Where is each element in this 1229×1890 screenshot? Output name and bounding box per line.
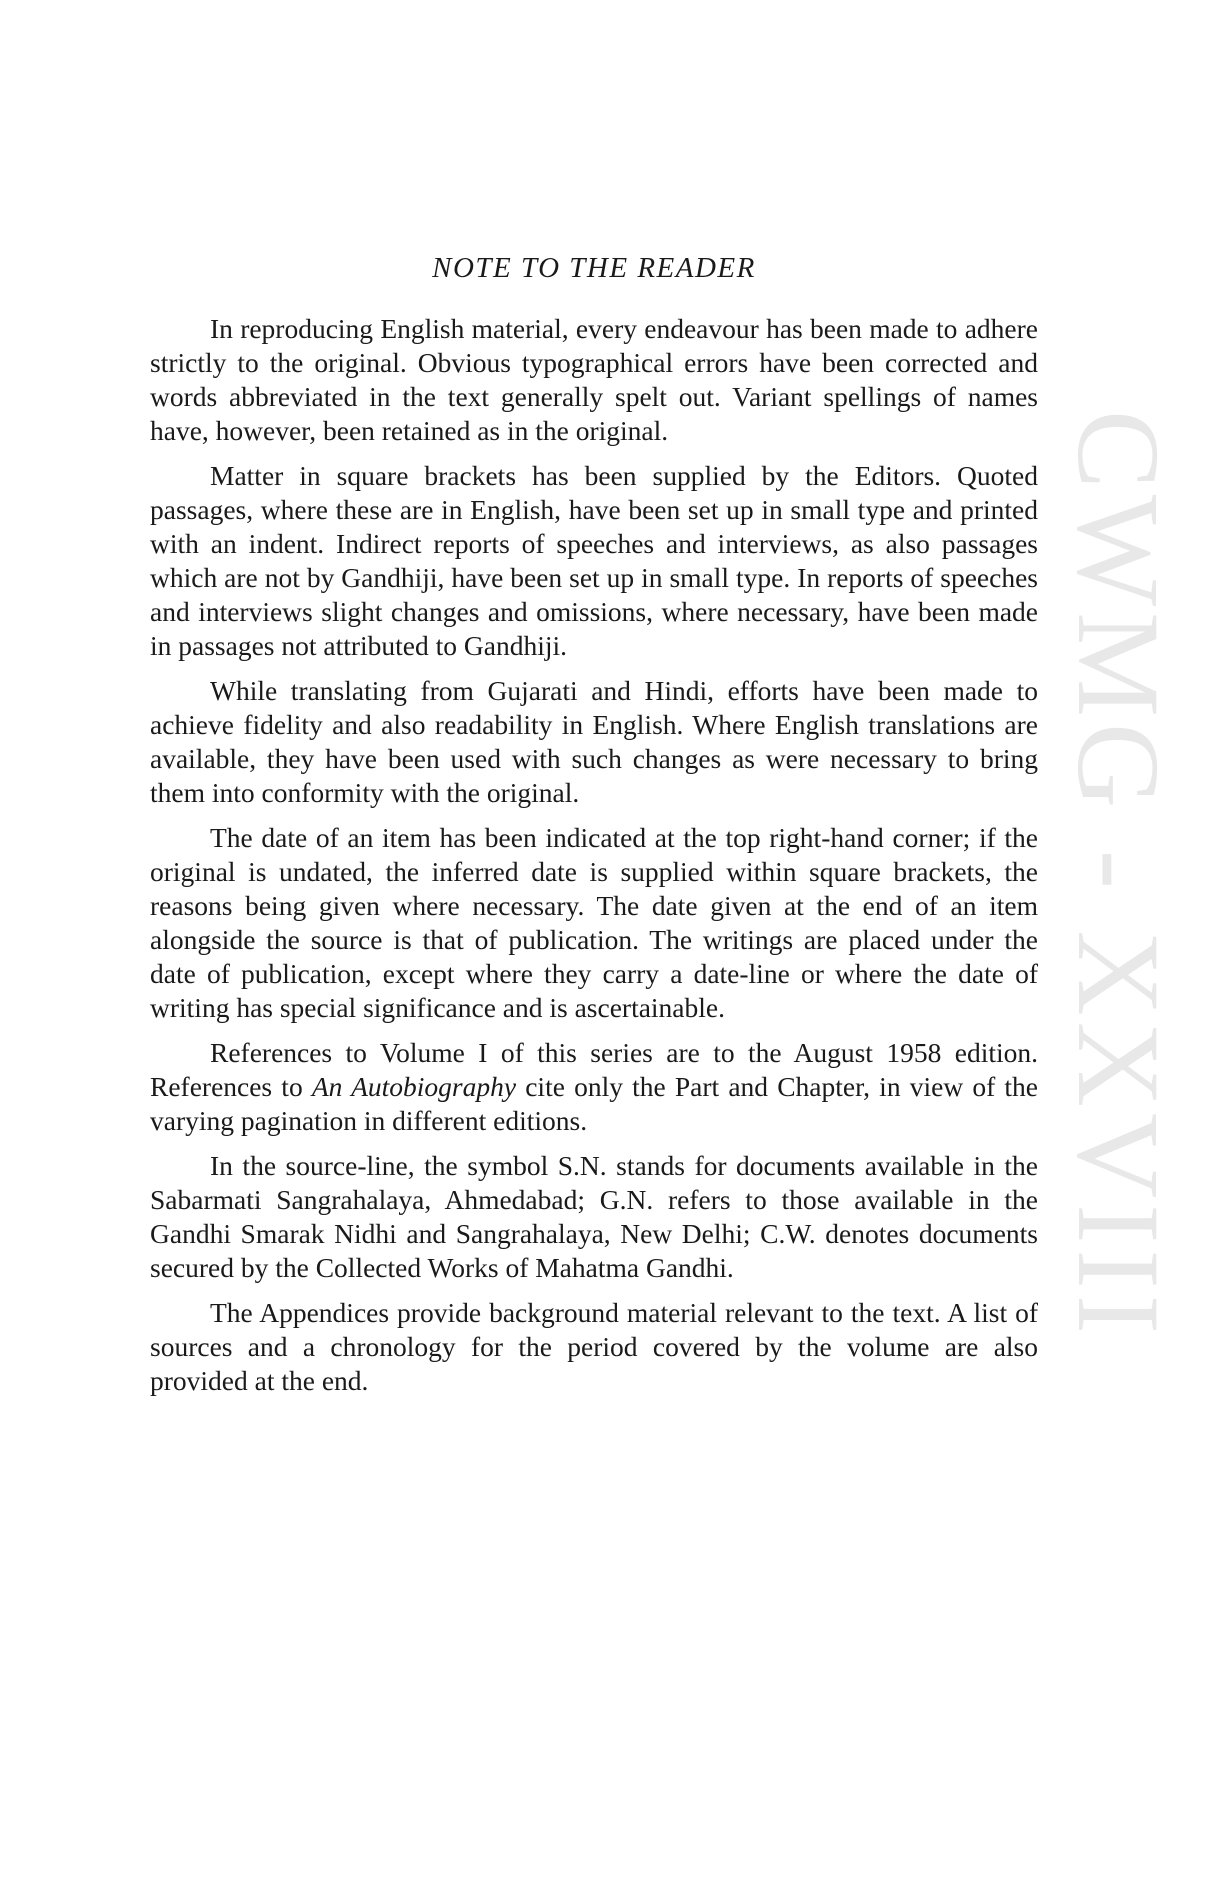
- paragraph-translation: While translating from Gujarati and Hindi, efforts have been made to achieve fidelity and also readability in English. Where English translations are available, they have been used with such changes as were necessary to bring them into conformity with the original.: [150, 675, 1038, 808]
- paragraph-dates: The date of an item has been indicated at the top right-hand corner; if the original is undated, the inferred date is supplied within square brackets, the reasons being given where necessary. The date given at the end of an item alongside the source is that of publication. The writings are placed under the date of publication, except where they carry a date-line or where the date of writing has special significance and is ascertainable.: [150, 822, 1038, 1023]
- paragraph-source-line: In the source-line, the symbol S.N. stands for documents available in the Sabarmati Sangrahalaya, Ahmedabad; G.N. refers to those available in the Gandhi Smarak Nidhi and Sangrahalaya, New Delhi; C.W. denotes documents secured by the Collected Works of Mahatma Gandhi.: [150, 1150, 1038, 1283]
- page: [150, 0, 1038, 1890]
- paragraph-square-brackets: Matter in square brackets has been supplied by the Editors. Quoted passages, where these are in English, have been set up in small type and printed with an indent. Indirect reports of speeches and interviews, as also passages which are not by Gandhiji, have been set up in small type. In reports of speeches and interviews slight changes and omissions, where necessary, have been made in passages not attributed to Gandhiji.: [150, 460, 1038, 661]
- watermark-text: CWMG - XXVIII: [1053, 410, 1184, 1341]
- body-text: [150, 312, 1038, 1409]
- paragraph-english-material: In reproducing English material, every endeavour has been made to adhere strictly to the original. Obvious typographical errors have been corrected and words abbreviated in the text generally spelt out. Variant spellings of names have, however, been retained as in the original.: [150, 313, 1038, 446]
- page-title: NOTE TO THE READER: [432, 252, 756, 284]
- references-text-before: References to Volume I of this series are to the August 1958 edition. References to: [150, 1037, 1038, 1102]
- paragraph-references: [150, 1036, 1038, 1138]
- paragraph-appendices: The Appendices provide background material relevant to the text. A list of sources and a chronology for the period covered by the volume are also provided at the end.: [150, 1297, 1038, 1396]
- references-text-after: cite only the Part and Chapter, in view of the varying pagination in different editions.: [150, 1071, 1039, 1136]
- autobiography-title: An Autobiography: [311, 1071, 517, 1102]
- watermark: [1053, 410, 1184, 1510]
